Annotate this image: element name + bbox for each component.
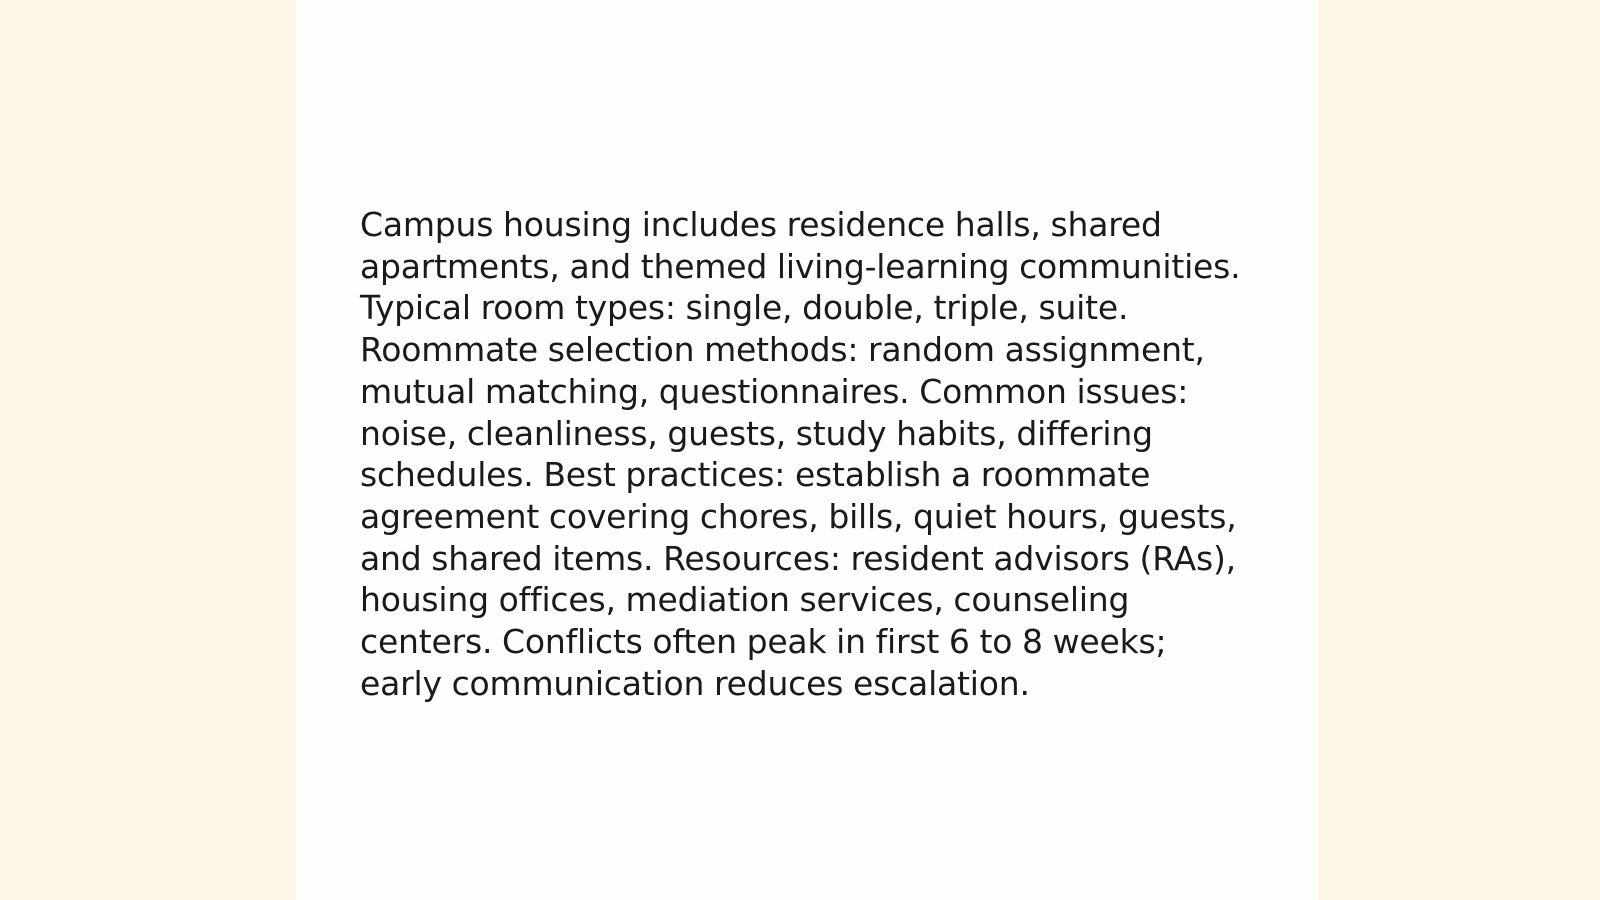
text-line: mutual matching, questionnaires. Common issues: [360, 371, 1189, 411]
body-text [360, 204, 1260, 704]
text-line: centers. Conflicts often peak in first 6 to 8 weeks; [360, 622, 1167, 662]
document-panel [296, 0, 1318, 900]
text-line: Campus housing includes residence halls, shared [360, 205, 1162, 244]
text-line: schedules. Best practices: establish a roommate [360, 455, 1151, 495]
text-line: housing offices, mediation services, counseling [360, 580, 1130, 620]
text-line: Roommate selection methods: random assignment, [360, 330, 1205, 370]
text-line: early communication reduces escalation. [360, 663, 1030, 703]
text-line: noise, cleanliness, guests, study habits, differing [360, 413, 1153, 453]
text-line: Typical room types: single, double, triple, suite. [360, 288, 1129, 328]
text-line: apartments, and themed living-learning communities. [360, 246, 1241, 286]
text-line: agreement covering chores, bills, quiet hours, guests, [360, 496, 1237, 536]
text-line: and shared items. Resources: resident advisors (RAs), [360, 538, 1236, 578]
